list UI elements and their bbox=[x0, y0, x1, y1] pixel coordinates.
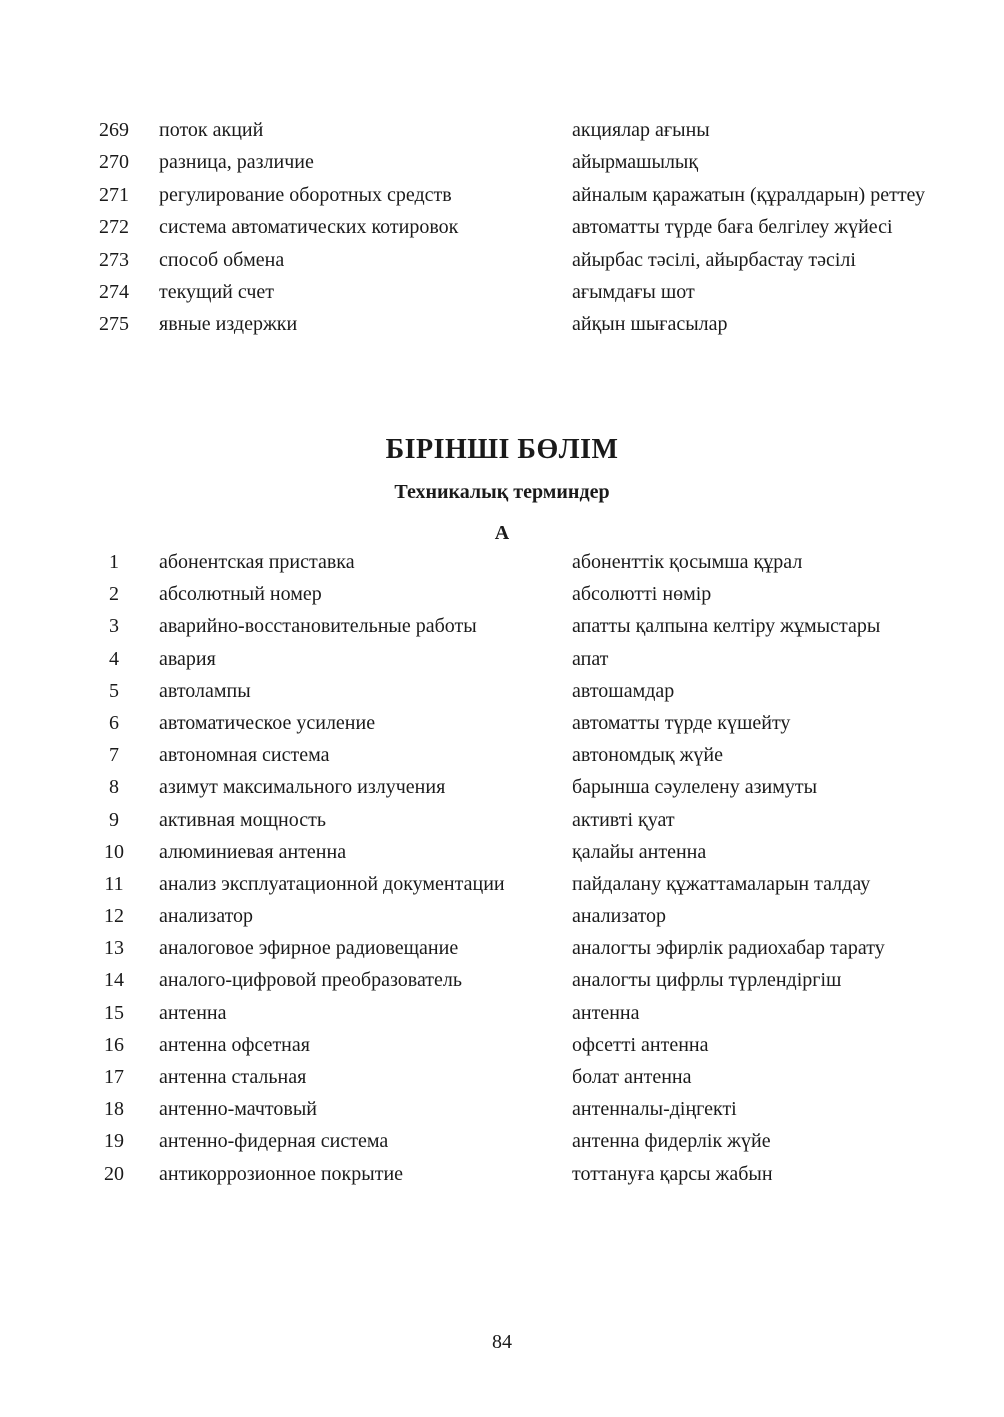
term-kazakh: болат антенна bbox=[572, 1066, 692, 1088]
term-russian: антенна bbox=[159, 1001, 227, 1024]
term-number: 269 bbox=[99, 119, 129, 141]
term-russian: анализатор bbox=[159, 905, 254, 928]
term-kazakh: абоненттік қосымша құрал bbox=[572, 551, 803, 573]
term-number: 4 bbox=[109, 647, 119, 670]
term-kazakh: антенна bbox=[572, 1001, 640, 1024]
term-row bbox=[0, 1128, 1004, 1155]
term-number: 10 bbox=[104, 840, 124, 863]
term-russian: абонентская приставка bbox=[159, 551, 355, 573]
term-kazakh: барынша сәулелену азимуты bbox=[572, 776, 818, 799]
term-russian: явные издержки bbox=[159, 313, 298, 336]
term-kazakh: автошамдар bbox=[572, 679, 675, 702]
term-row bbox=[0, 903, 1004, 930]
term-row bbox=[0, 678, 1004, 705]
term-number: 9 bbox=[109, 808, 119, 831]
term-row bbox=[0, 1161, 1004, 1188]
term-number: 14 bbox=[104, 969, 124, 992]
section-title: БІРІНШІ БӨЛІМ bbox=[385, 434, 619, 465]
term-russian: антикоррозионное покрытие bbox=[159, 1162, 404, 1185]
term-row bbox=[0, 935, 1004, 962]
term-row bbox=[0, 710, 1004, 737]
term-number: 270 bbox=[99, 151, 129, 174]
term-number: 275 bbox=[99, 313, 129, 336]
term-kazakh: қалайы антенна bbox=[572, 840, 707, 863]
term-row bbox=[0, 613, 1004, 640]
term-russian: абсолютный номер bbox=[159, 583, 322, 606]
term-number: 274 bbox=[99, 280, 129, 303]
term-kazakh: антенна фидерлік жүйе bbox=[572, 1130, 771, 1153]
term-kazakh: айқын шығасылар bbox=[572, 313, 728, 336]
term-kazakh: аналогты цифрлы түрлендіргіш bbox=[572, 969, 842, 992]
term-number: 12 bbox=[104, 905, 124, 928]
term-row bbox=[0, 807, 1004, 834]
term-row bbox=[0, 182, 1004, 209]
term-row bbox=[0, 774, 1004, 801]
term-russian: азимут максимального излучения bbox=[159, 776, 446, 799]
term-russian: аналого-цифровой преобразователь bbox=[159, 969, 463, 992]
term-russian: система автоматических котировок bbox=[159, 216, 459, 239]
term-kazakh: офсетті антенна bbox=[572, 1033, 709, 1056]
term-number: 272 bbox=[99, 216, 129, 239]
term-row bbox=[0, 1064, 1004, 1091]
term-russian: анализ эксплуатационной документации bbox=[159, 872, 505, 895]
term-russian: поток акций bbox=[159, 119, 264, 141]
term-kazakh: акциялар ағыны bbox=[572, 119, 710, 141]
term-kazakh: айырбас тәсілі, айырбастау тәсілі bbox=[572, 248, 856, 271]
term-number: 16 bbox=[104, 1033, 124, 1056]
term-row bbox=[0, 214, 1004, 241]
term-russian: регулирование оборотных средств bbox=[159, 183, 452, 206]
term-row bbox=[0, 1096, 1004, 1123]
term-row bbox=[0, 871, 1004, 898]
term-row bbox=[0, 1000, 1004, 1027]
term-kazakh: айналым қаражатын (құралдарын) реттеу bbox=[572, 183, 925, 206]
term-row bbox=[0, 646, 1004, 673]
term-number: 271 bbox=[99, 183, 129, 206]
term-russian: автоматическое усиление bbox=[159, 711, 376, 734]
term-kazakh: автономдық жүйе bbox=[572, 744, 724, 767]
term-number: 20 bbox=[104, 1162, 124, 1185]
term-kazakh: пайдалану құжаттамаларын талдау bbox=[572, 872, 871, 895]
previous-terms-table bbox=[0, 117, 1004, 344]
term-russian: алюминиевая антенна bbox=[159, 840, 347, 863]
term-number: 18 bbox=[104, 1098, 124, 1121]
term-row bbox=[0, 279, 1004, 306]
term-kazakh: апатты қалпына келтіру жұмыстары bbox=[572, 615, 881, 638]
term-number: 8 bbox=[109, 776, 119, 799]
term-russian: антенно-фидерная система bbox=[159, 1130, 389, 1153]
term-kazakh: автоматты түрде күшейту bbox=[572, 711, 791, 734]
term-row bbox=[0, 839, 1004, 866]
term-russian: способ обмена bbox=[159, 248, 285, 271]
term-row bbox=[0, 311, 1004, 338]
term-row bbox=[0, 581, 1004, 608]
term-number: 3 bbox=[109, 615, 119, 638]
term-kazakh: абсолютті нөмір bbox=[572, 583, 712, 606]
term-russian: активная мощность bbox=[159, 808, 326, 831]
term-russian: аналоговое эфирное радиовещание bbox=[159, 937, 459, 960]
term-kazakh: апат bbox=[572, 647, 609, 670]
term-kazakh: тоттануға қарсы жабын bbox=[572, 1162, 773, 1185]
term-kazakh: айырмашылық bbox=[572, 151, 699, 174]
letter-heading: А bbox=[494, 522, 510, 544]
term-number: 273 bbox=[99, 248, 129, 271]
term-kazakh: аналогты эфирлік радиохабар тарату bbox=[572, 937, 885, 960]
term-russian: автолампы bbox=[159, 679, 251, 702]
term-number: 13 bbox=[104, 937, 124, 960]
term-row bbox=[0, 1032, 1004, 1059]
term-russian: авария bbox=[159, 647, 216, 670]
term-row bbox=[0, 149, 1004, 176]
term-number: 5 bbox=[109, 679, 119, 702]
section-subtitle: Техникалық терминдер bbox=[394, 481, 610, 503]
term-number: 11 bbox=[104, 872, 124, 895]
term-russian: антенна стальная bbox=[159, 1066, 307, 1088]
term-russian: текущий счет bbox=[159, 280, 275, 303]
technical-terms-table bbox=[0, 549, 1004, 1193]
term-kazakh: ағымдағы шот bbox=[572, 280, 695, 303]
term-kazakh: автоматты түрде баға белгілеу жүйесі bbox=[572, 216, 893, 239]
term-row bbox=[0, 117, 1004, 144]
term-russian: разница, различие bbox=[159, 151, 314, 174]
term-kazakh: антенналы-діңгекті bbox=[572, 1098, 737, 1121]
term-number: 6 bbox=[109, 711, 119, 734]
term-row bbox=[0, 967, 1004, 994]
term-row bbox=[0, 742, 1004, 769]
term-number: 19 bbox=[104, 1130, 124, 1153]
term-row bbox=[0, 247, 1004, 274]
term-number: 17 bbox=[104, 1066, 124, 1088]
term-russian: аварийно-восстановительные работы bbox=[159, 615, 477, 638]
term-russian: антенна офсетная bbox=[159, 1033, 310, 1056]
term-number: 2 bbox=[109, 583, 119, 606]
term-kazakh: анализатор bbox=[572, 905, 667, 928]
term-number: 1 bbox=[109, 551, 119, 573]
term-number: 15 bbox=[104, 1001, 124, 1024]
term-number: 7 bbox=[109, 744, 119, 767]
term-row bbox=[0, 549, 1004, 576]
term-russian: антенно-мачтовый bbox=[159, 1098, 317, 1121]
term-kazakh: активті қуат bbox=[572, 808, 675, 831]
term-russian: автономная система bbox=[159, 744, 330, 767]
page-number: 84 bbox=[492, 1331, 512, 1353]
